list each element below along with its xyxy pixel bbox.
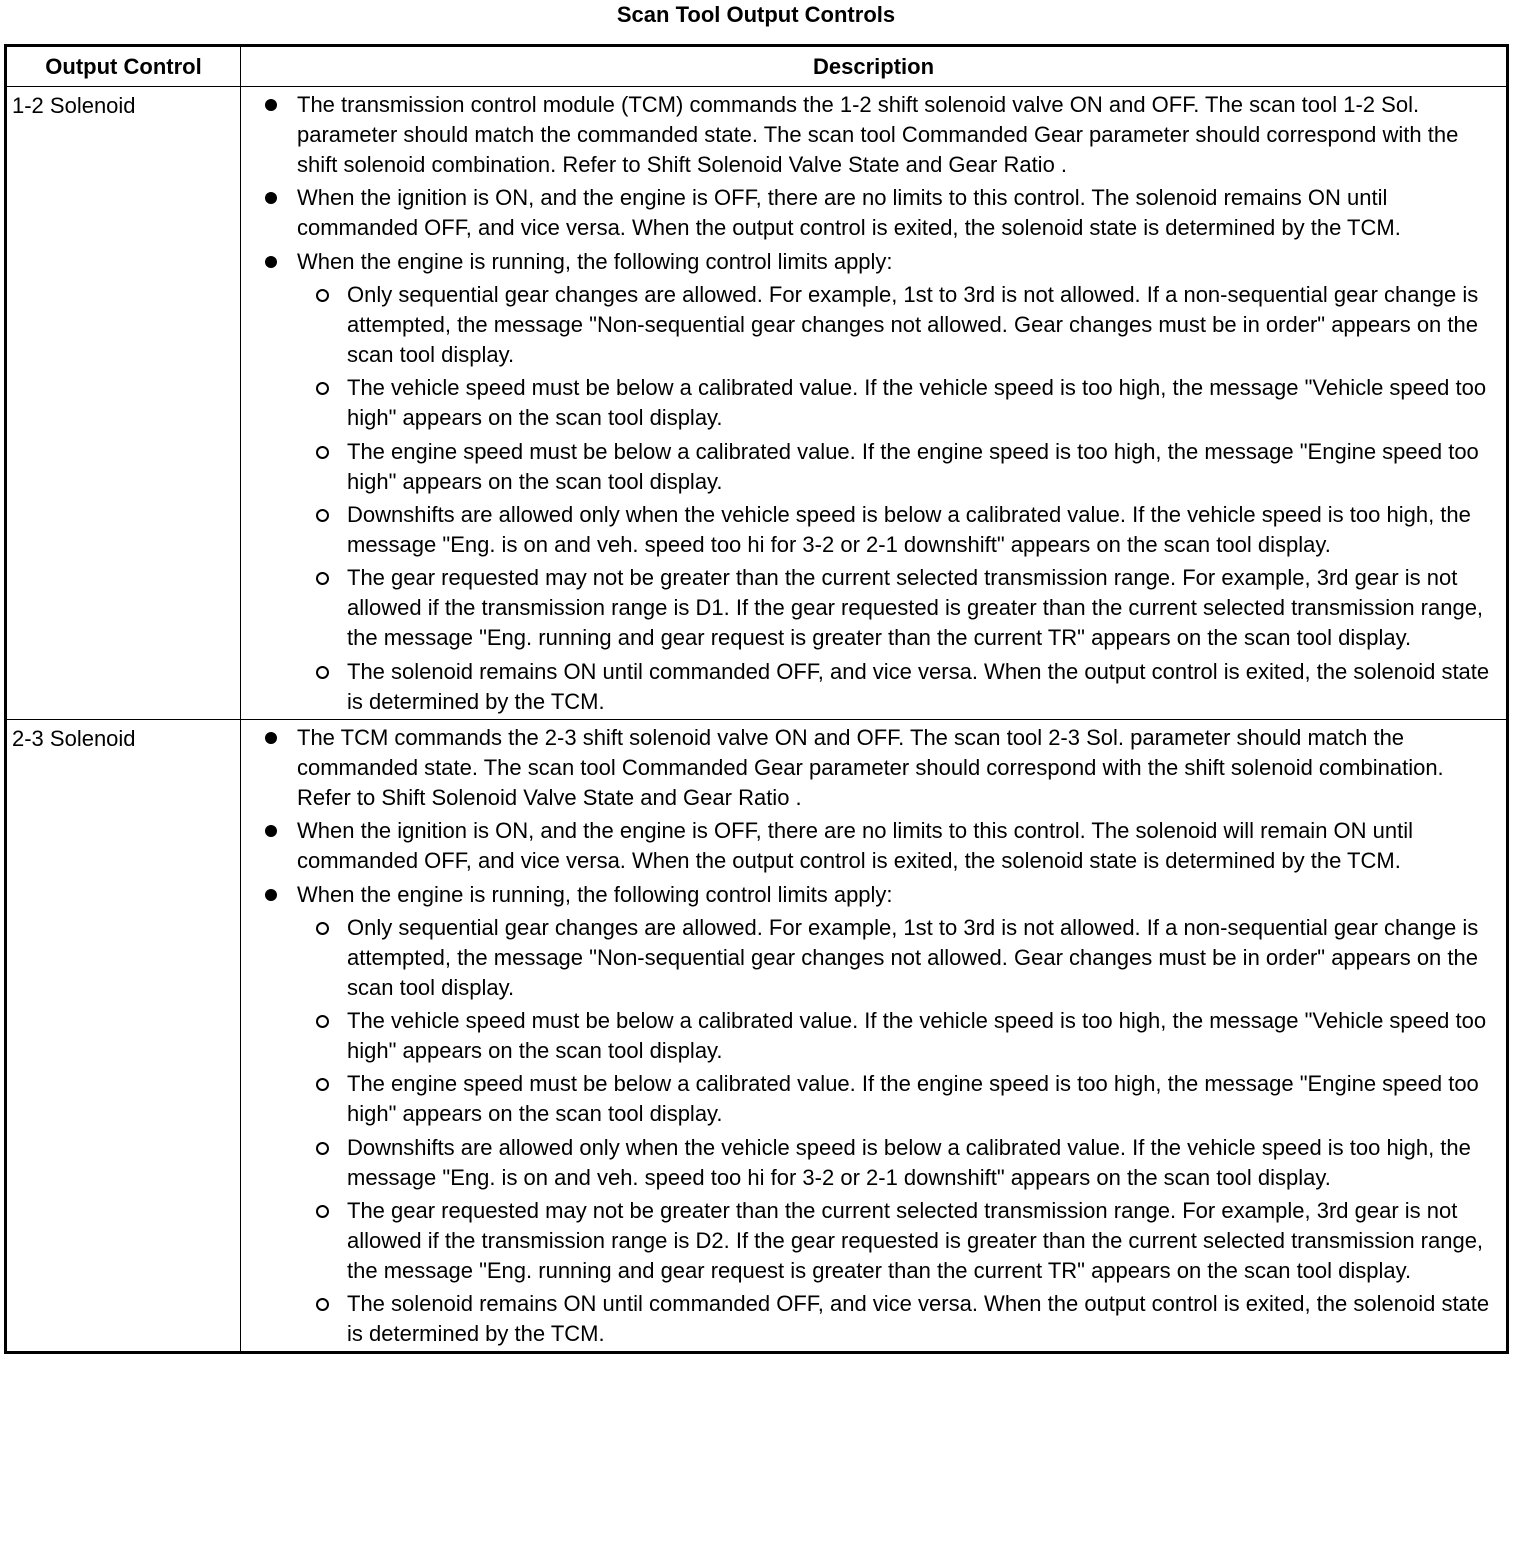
table-title: Scan Tool Output Controls xyxy=(616,2,896,27)
hollow-bullet-icon xyxy=(316,446,329,459)
output-controls-table xyxy=(4,44,1509,1354)
list-item xyxy=(263,247,1498,717)
bullet-text: The transmission control module (TCM) commands the 1-2 shift solenoid valve ON and OFF. The scan tool 1-2 Sol. parameter should match the commanded state. The scan tool Commanded Gear parameter should correspond with the shift solenoid combination. Refer to Shift Solenoid Valve State and Gear Ratio . xyxy=(297,92,1459,177)
list-item xyxy=(263,816,1498,876)
sub-bullet-text: The gear requested may not be greater than the current selected transmission range. For example, 3rd gear is not allowed if the transmission range is D1. If the gear requested is greater than the current selected transmission range, the message "Eng. running and gear request is greater than the current TR" appears on the scan tool display. xyxy=(347,565,1484,651)
hollow-bullet-icon xyxy=(316,572,329,585)
sub-bullet-text: Only sequential gear changes are allowed. For example, 1st to 3rd is not allowed. If a non-sequential gear change is attempted, the message "Non-sequential gear changes not allowed. Gear changes must be in order" appears on the scan tool display. xyxy=(347,281,1479,367)
sub-bullet-text: Only sequential gear changes are allowed. For example, 1st to 3rd is not allowed. If a non-sequential gear change is attempted, the message "Non-sequential gear changes not allowed. Gear changes must be in order" appears on the scan tool display. xyxy=(347,914,1479,1000)
filled-bullet-icon xyxy=(265,889,277,901)
bullet-text: When the engine is running, the following control limits apply: xyxy=(297,248,893,274)
sub-bullet-text: The engine speed must be below a calibrated value. If the engine speed is too high, the message "Engine speed too high" appears on the scan tool display. xyxy=(347,1071,1479,1127)
sub-bullet-text: The vehicle speed must be below a calibrated value. If the vehicle speed is too high, the message "Vehicle speed too high" appears on the scan tool display. xyxy=(347,1007,1487,1063)
bullet-text: The TCM commands the 2-3 shift solenoid valve ON and OFF. The scan tool 2-3 Sol. parameter should match the commanded state. The scan tool Commanded Gear parameter should correspond with the shift solenoid combination. Refer to Shift Solenoid Valve State and Gear Ratio . xyxy=(297,724,1444,810)
description-cell xyxy=(241,87,1508,720)
hollow-bullet-icon xyxy=(316,1205,329,1218)
hollow-bullet-icon xyxy=(316,289,329,302)
sub-bullet-text: The gear requested may not be greater than the current selected transmission range. For example, 3rd gear is not allowed if the transmission range is D2. If the gear requested is greater than the current selected transmission range, the message "Eng. running and gear request is greater than the current TR" appears on the scan tool display. xyxy=(347,1198,1484,1284)
sub-list-item xyxy=(297,373,1498,433)
bullet-text: When the ignition is ON, and the engine is OFF, there are no limits to this control. The solenoid will remain ON until commanded OFF, and vice versa. When the output control is exited, the solenoid state is determined by the TCM. xyxy=(297,818,1414,874)
hollow-bullet-icon xyxy=(316,1142,329,1155)
hollow-bullet-icon xyxy=(316,666,329,679)
sub-list-item xyxy=(297,1069,1498,1129)
sub-list-item xyxy=(297,1006,1498,1066)
filled-bullet-icon xyxy=(265,256,277,268)
sub-bullet-list xyxy=(297,913,1498,1350)
hollow-bullet-icon xyxy=(316,922,329,935)
hollow-bullet-icon xyxy=(316,1078,329,1091)
output-control-name: 2-3 Solenoid xyxy=(6,719,241,1353)
hollow-bullet-icon xyxy=(316,509,329,522)
sub-list-item xyxy=(297,657,1498,717)
sub-bullet-text: The solenoid remains ON until commanded OFF, and vice versa. When the output control is exited, the solenoid state is determined by the TCM. xyxy=(347,658,1490,714)
filled-bullet-icon xyxy=(265,192,277,204)
sub-bullet-text: The solenoid remains ON until commanded OFF, and vice versa. When the output control is exited, the solenoid state is determined by the TCM. xyxy=(347,1291,1490,1347)
list-item xyxy=(263,880,1498,1350)
sub-list-item xyxy=(297,1133,1498,1193)
bullet-text: When the engine is running, the following control limits apply: xyxy=(297,881,893,907)
table-row xyxy=(6,719,1508,1353)
filled-bullet-icon xyxy=(265,825,277,837)
sub-list-item xyxy=(297,913,1498,1003)
sub-list-item xyxy=(297,280,1498,370)
sub-list-item xyxy=(297,563,1498,653)
hollow-bullet-icon xyxy=(316,382,329,395)
sub-list-item xyxy=(297,1289,1498,1349)
list-item xyxy=(263,723,1498,813)
sub-list-item xyxy=(297,1196,1498,1286)
bullet-list xyxy=(263,90,1498,717)
description-cell xyxy=(241,719,1508,1353)
sub-bullet-text: Downshifts are allowed only when the vehicle speed is below a calibrated value. If the vehicle speed is too high, the message "Eng. is on and veh. speed too hi for 3-2 or 2-1 downshift" appears on the scan tool display. xyxy=(347,501,1471,557)
header-output-control: Output Control xyxy=(6,46,241,87)
table-row xyxy=(6,87,1508,720)
filled-bullet-icon xyxy=(265,732,277,744)
list-item xyxy=(263,90,1498,180)
bullet-text: When the ignition is ON, and the engine is OFF, there are no limits to this control. The solenoid remains ON until commanded OFF, and vice versa. When the output control is exited, the solenoid state is determined by the TCM. xyxy=(297,185,1401,241)
sub-list-item xyxy=(297,437,1498,497)
filled-bullet-icon xyxy=(265,99,277,111)
output-control-name: 1-2 Solenoid xyxy=(6,87,241,720)
header-row xyxy=(6,46,1508,87)
header-description: Description xyxy=(241,46,1508,87)
hollow-bullet-icon xyxy=(316,1298,329,1311)
sub-bullet-text: The vehicle speed must be below a calibrated value. If the vehicle speed is too high, the message "Vehicle speed too high" appears on the scan tool display. xyxy=(347,375,1487,431)
sub-bullet-text: The engine speed must be below a calibrated value. If the engine speed is too high, the message "Engine speed too high" appears on the scan tool display. xyxy=(347,438,1479,494)
bullet-list xyxy=(263,723,1498,1350)
sub-bullet-list xyxy=(297,280,1498,717)
sub-list-item xyxy=(297,500,1498,560)
list-item xyxy=(263,183,1498,243)
sub-bullet-text: Downshifts are allowed only when the vehicle speed is below a calibrated value. If the vehicle speed is too high, the message "Eng. is on and veh. speed too hi for 3-2 or 2-1 downshift" appears on the scan tool display. xyxy=(347,1134,1471,1190)
hollow-bullet-icon xyxy=(316,1015,329,1028)
